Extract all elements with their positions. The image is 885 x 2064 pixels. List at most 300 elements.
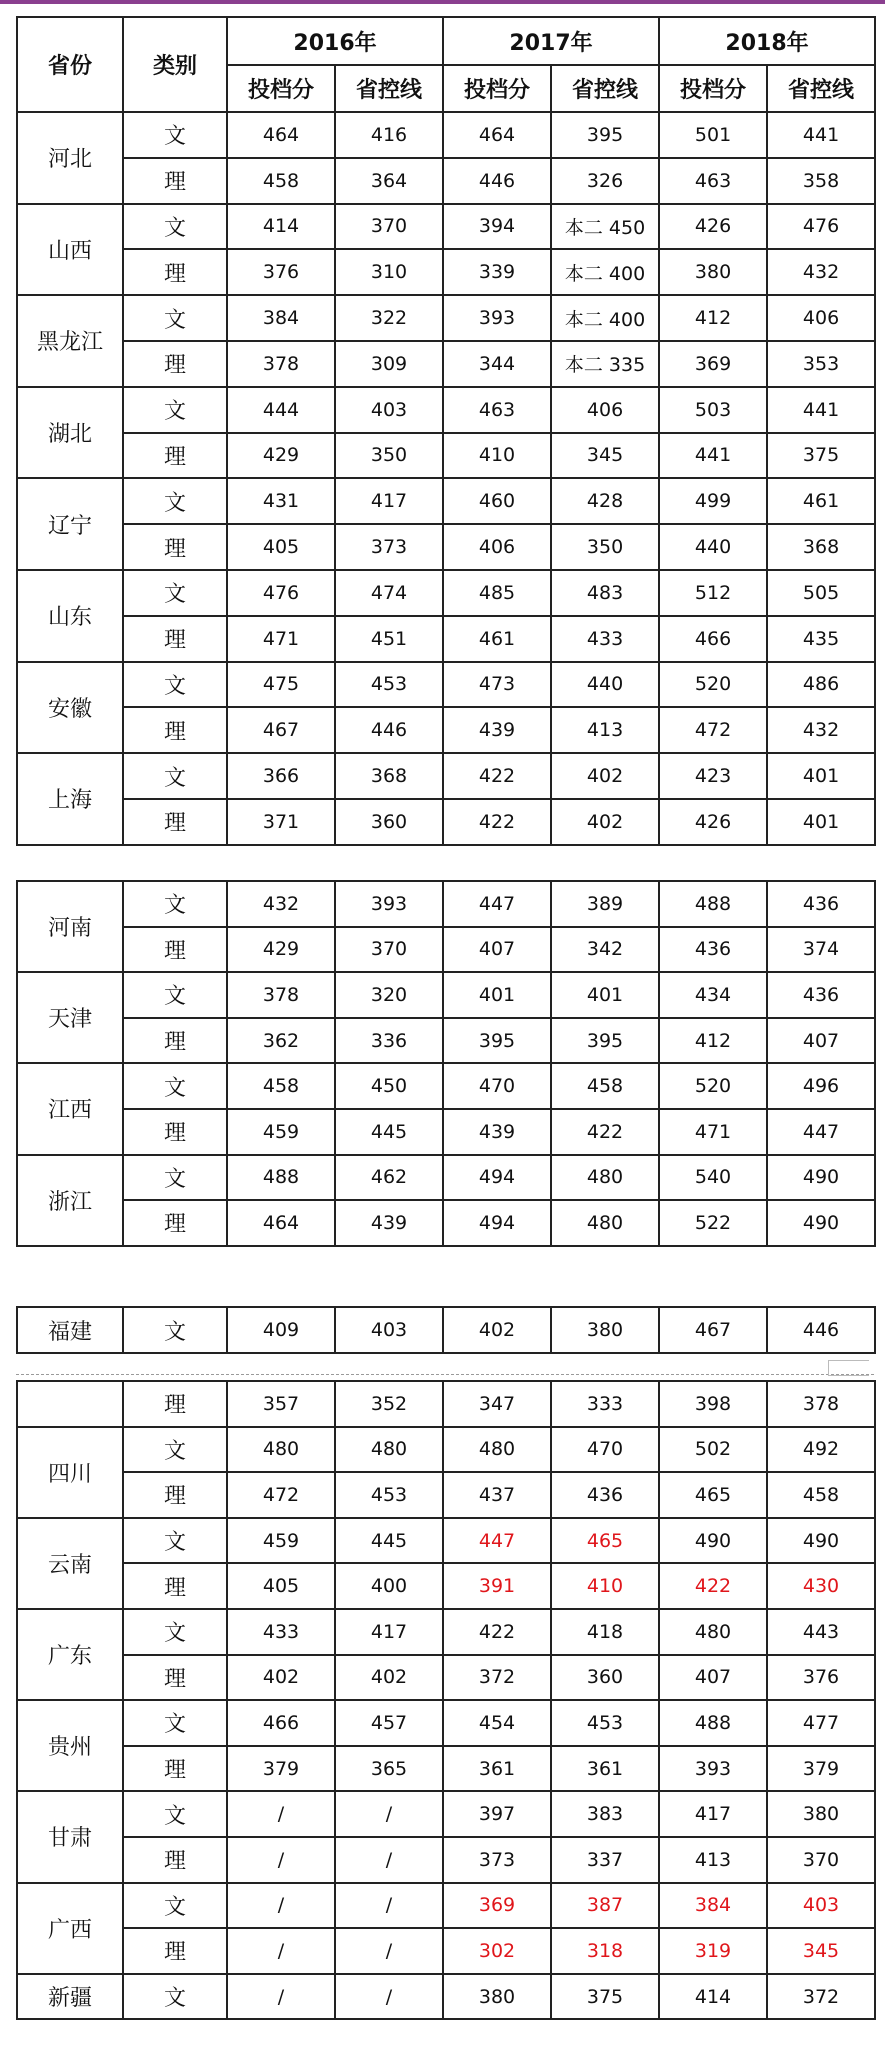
header-sub: 投档分 [659,65,767,112]
table-row [17,616,875,662]
score-cell: 490 [767,1518,875,1564]
category-cell: 文 [123,1609,227,1655]
score-cell: / [335,1837,443,1883]
score-cell: 496 [767,1063,875,1109]
score-cell: 397 [443,1791,551,1837]
score-cell: 460 [443,478,551,524]
category-cell: 文 [123,204,227,250]
score-cell: 309 [335,341,443,387]
score-cell: / [335,1883,443,1929]
province-cell: 黑龙江 [17,295,123,387]
score-cell: 426 [659,799,767,845]
category-cell: 文 [123,295,227,341]
score-cell: 393 [335,881,443,927]
score-cell: 447 [443,1518,551,1564]
category-cell: 理 [123,1018,227,1064]
page-break-marker [828,1360,869,1376]
score-cell: 466 [659,616,767,662]
category-cell: 文 [123,1307,227,1353]
score-cell: 417 [659,1791,767,1837]
category-cell: 理 [123,707,227,753]
score-cell: 463 [659,158,767,204]
score-cell: 461 [443,616,551,662]
score-cell: 403 [767,1883,875,1929]
score-cell: 446 [767,1307,875,1353]
category-cell: 理 [123,1655,227,1701]
score-cell: 465 [551,1518,659,1564]
section-body [17,1307,875,1353]
score-cell: 470 [551,1427,659,1473]
score-cell: 370 [335,204,443,250]
score-cell: 441 [767,112,875,158]
table-row [17,295,875,341]
score-cell: 440 [551,662,659,708]
score-cell: 429 [227,433,335,479]
score-cell: 492 [767,1427,875,1473]
score-cell: 447 [767,1109,875,1155]
score-cell: 401 [767,799,875,845]
category-cell: 理 [123,1472,227,1518]
table-row [17,1109,875,1155]
score-cell: 372 [767,1974,875,2020]
header-sub: 投档分 [227,65,335,112]
table-row [17,1791,875,1837]
score-cell: 486 [767,662,875,708]
score-cell: 366 [227,753,335,799]
table-row [17,158,875,204]
score-cell: 403 [335,1307,443,1353]
table-row [17,662,875,708]
score-cell: 483 [551,570,659,616]
score-cell: 464 [443,112,551,158]
table-row [17,249,875,295]
score-cell: 398 [659,1381,767,1427]
score-cell: 401 [767,753,875,799]
score-cell: 412 [659,295,767,341]
category-cell: 文 [123,1518,227,1564]
score-cell: 380 [767,1791,875,1837]
table-row [17,1307,875,1353]
category-cell: 理 [123,616,227,662]
table-row [17,1609,875,1655]
score-cell: 360 [551,1655,659,1701]
category-cell: 文 [123,662,227,708]
score-cell: 422 [443,753,551,799]
category-cell: 文 [123,1883,227,1929]
table-row [17,1928,875,1974]
score-cell: 431 [227,478,335,524]
province-cell: 山东 [17,570,123,662]
score-cell: 374 [767,927,875,973]
score-cell: 322 [335,295,443,341]
score-cell: 337 [551,1837,659,1883]
score-cell: 439 [443,707,551,753]
header-year-2016: 2016年 [227,17,443,65]
score-cell: 414 [227,204,335,250]
score-cell: 467 [659,1307,767,1353]
score-cell: 439 [335,1200,443,1246]
score-cell: 326 [551,158,659,204]
table-row [17,387,875,433]
score-cell: 412 [659,1018,767,1064]
score-cell: 458 [227,1063,335,1109]
header-year-2018: 2018年 [659,17,875,65]
score-cell: 426 [659,204,767,250]
table-row [17,1427,875,1473]
category-cell: 理 [123,1200,227,1246]
category-cell: 理 [123,1837,227,1883]
score-cell: 370 [767,1837,875,1883]
score-cell: 435 [767,616,875,662]
category-cell: 文 [123,1063,227,1109]
score-cell: 471 [659,1109,767,1155]
score-cell: 384 [227,295,335,341]
score-cell: 407 [659,1655,767,1701]
score-cell: 501 [659,112,767,158]
score-cell: 440 [659,524,767,570]
header-sub: 省控线 [551,65,659,112]
table-row [17,1837,875,1883]
score-cell: 302 [443,1928,551,1974]
score-cell: / [227,1928,335,1974]
province-cell: 云南 [17,1518,123,1609]
table-row [17,478,875,524]
score-cell: 387 [551,1883,659,1929]
score-cell: 336 [335,1018,443,1064]
score-cell: 434 [659,972,767,1018]
score-cell: 376 [227,249,335,295]
score-cell: 402 [335,1655,443,1701]
category-cell: 文 [123,1700,227,1746]
category-cell: 理 [123,1746,227,1792]
score-cell: 445 [335,1109,443,1155]
score-cell: 422 [659,1563,767,1609]
score-cell: 432 [767,707,875,753]
score-cell: 490 [767,1200,875,1246]
score-cell: 371 [227,799,335,845]
score-cell: / [227,1883,335,1929]
score-cell: 462 [335,1155,443,1201]
score-cell: 409 [227,1307,335,1353]
score-cell: 402 [443,1307,551,1353]
score-cell: 410 [443,433,551,479]
score-cell: 本二 400 [551,249,659,295]
score-cell: 490 [767,1155,875,1201]
score-cell: 490 [659,1518,767,1564]
category-cell: 理 [123,1563,227,1609]
score-cell: 465 [659,1472,767,1518]
score-cell: 446 [443,158,551,204]
header-province: 省份 [17,17,123,112]
page-break-line [16,1374,874,1375]
score-cell: 472 [227,1472,335,1518]
score-cell: 319 [659,1928,767,1974]
score-cell: 480 [227,1427,335,1473]
score-cell: 470 [443,1063,551,1109]
score-cell: 333 [551,1381,659,1427]
score-cell: / [335,1974,443,2020]
score-cell: 347 [443,1381,551,1427]
score-cell: 474 [335,570,443,616]
score-cell: 499 [659,478,767,524]
score-cell: 407 [767,1018,875,1064]
score-cell: 368 [767,524,875,570]
score-cell: 380 [659,249,767,295]
table-row [17,1381,875,1427]
score-cell: 458 [227,158,335,204]
table-row [17,799,875,845]
score-cell: 433 [227,1609,335,1655]
score-cell: 494 [443,1200,551,1246]
score-cell: 413 [551,707,659,753]
province-cell [17,1381,123,1427]
score-cell: 503 [659,387,767,433]
province-cell: 贵州 [17,1700,123,1791]
score-cell: 339 [443,249,551,295]
table-row [17,972,875,1018]
score-cell: / [227,1791,335,1837]
score-cell: 310 [335,249,443,295]
province-cell: 四川 [17,1427,123,1518]
score-cell: 357 [227,1381,335,1427]
score-cell: 437 [443,1472,551,1518]
table-row [17,1655,875,1701]
score-cell: 373 [443,1837,551,1883]
header-year-2017: 2017年 [443,17,659,65]
score-cell: 447 [443,881,551,927]
score-cell: 375 [551,1974,659,2020]
score-cell: 402 [551,799,659,845]
score-cell: 352 [335,1381,443,1427]
category-cell: 理 [123,1928,227,1974]
score-cell: 446 [335,707,443,753]
score-cell: 505 [767,570,875,616]
score-cell: 350 [551,524,659,570]
score-cell: 394 [443,204,551,250]
table-row [17,1563,875,1609]
category-cell: 文 [123,1155,227,1201]
score-cell: 405 [227,524,335,570]
section-body [17,112,875,845]
score-cell: 472 [659,707,767,753]
table-row [17,707,875,753]
score-cell: 368 [335,753,443,799]
score-cell: 364 [335,158,443,204]
table-row [17,1155,875,1201]
score-cell: 384 [659,1883,767,1929]
score-cell: 473 [443,662,551,708]
score-cell: 345 [551,433,659,479]
score-cell: 520 [659,662,767,708]
score-cell: 450 [335,1063,443,1109]
score-cell: 358 [767,158,875,204]
score-cell: 432 [227,881,335,927]
table-row [17,1063,875,1109]
score-cell: 494 [443,1155,551,1201]
score-cell: 380 [551,1307,659,1353]
score-cell: 436 [767,881,875,927]
score-cell: 480 [659,1609,767,1655]
score-cell: 476 [227,570,335,616]
category-cell: 文 [123,881,227,927]
table-row [17,1700,875,1746]
score-cell: 400 [335,1563,443,1609]
score-cell: 423 [659,753,767,799]
table-row [17,570,875,616]
table-row [17,341,875,387]
province-cell: 福建 [17,1307,123,1353]
score-cell: 459 [227,1518,335,1564]
score-cell: 471 [227,616,335,662]
score-cell: 445 [335,1518,443,1564]
score-cell: 430 [767,1563,875,1609]
score-cell: 395 [551,1018,659,1064]
score-cell: 485 [443,570,551,616]
province-cell: 新疆 [17,1974,123,2020]
section-body [17,881,875,1246]
score-cell: 422 [443,1609,551,1655]
table-row [17,1200,875,1246]
score-cell: 406 [443,524,551,570]
score-cell: 441 [659,433,767,479]
score-cell: 375 [767,433,875,479]
score-cell: 458 [551,1063,659,1109]
score-cell: 439 [443,1109,551,1155]
category-cell: 文 [123,1427,227,1473]
province-cell: 山西 [17,204,123,296]
score-cell: 457 [335,1700,443,1746]
province-cell: 辽宁 [17,478,123,570]
category-cell: 理 [123,341,227,387]
category-cell: 理 [123,433,227,479]
score-cell: 380 [443,1974,551,2020]
score-cell: 453 [551,1700,659,1746]
score-cell: 402 [551,753,659,799]
score-cell: 379 [227,1746,335,1792]
table-row [17,524,875,570]
score-cell: 422 [443,799,551,845]
score-cell: 405 [227,1563,335,1609]
score-cell: 520 [659,1063,767,1109]
score-cell: 428 [551,478,659,524]
province-cell: 广东 [17,1609,123,1700]
score-cell: 463 [443,387,551,433]
score-cell: 353 [767,341,875,387]
score-table-part-4 [16,1380,876,2020]
score-cell: 344 [443,341,551,387]
score-cell: 458 [767,1472,875,1518]
score-cell: 414 [659,1974,767,2020]
province-cell: 河北 [17,112,123,204]
score-cell: 410 [551,1563,659,1609]
score-cell: 361 [443,1746,551,1792]
score-cell: 318 [551,1928,659,1974]
score-cell: 378 [227,341,335,387]
score-cell: 407 [443,927,551,973]
category-cell: 文 [123,570,227,616]
score-cell: 378 [227,972,335,1018]
table-row [17,204,875,250]
top-border-line [0,0,885,4]
score-cell: 540 [659,1155,767,1201]
score-cell: 393 [659,1746,767,1792]
score-cell: 466 [227,1700,335,1746]
score-cell: 502 [659,1427,767,1473]
score-cell: 433 [551,616,659,662]
table-row [17,1472,875,1518]
score-cell: 436 [659,927,767,973]
score-cell: 373 [335,524,443,570]
header-sub: 省控线 [767,65,875,112]
category-cell: 文 [123,112,227,158]
score-cell: 488 [227,1155,335,1201]
score-cell: 413 [659,1837,767,1883]
province-cell: 湖北 [17,387,123,479]
score-cell: 360 [335,799,443,845]
score-cell: 443 [767,1609,875,1655]
score-table-part-1 [16,16,876,846]
table-row [17,927,875,973]
score-cell: 365 [335,1746,443,1792]
score-cell: 345 [767,1928,875,1974]
score-cell: 379 [767,1746,875,1792]
score-cell: 461 [767,478,875,524]
category-cell: 理 [123,524,227,570]
score-cell: 480 [551,1155,659,1201]
province-cell: 浙江 [17,1155,123,1246]
category-cell: 文 [123,972,227,1018]
score-cell: 422 [551,1109,659,1155]
score-cell: 444 [227,387,335,433]
score-cell: 369 [443,1883,551,1929]
score-cell: 406 [551,387,659,433]
table-row [17,1018,875,1064]
score-cell: 454 [443,1700,551,1746]
category-cell: 文 [123,387,227,433]
score-table-part-3 [16,1306,876,1354]
province-cell: 安徽 [17,662,123,754]
score-cell: 477 [767,1700,875,1746]
score-cell: 453 [335,662,443,708]
score-cell: 395 [443,1018,551,1064]
table-row [17,112,875,158]
category-cell: 理 [123,249,227,295]
score-cell: 342 [551,927,659,973]
score-cell: 369 [659,341,767,387]
score-cell: 372 [443,1655,551,1701]
score-cell: 本二 450 [551,204,659,250]
category-cell: 理 [123,1109,227,1155]
score-cell: 417 [335,1609,443,1655]
category-cell: 文 [123,1974,227,2020]
province-cell: 上海 [17,753,123,845]
province-cell: 河南 [17,881,123,972]
score-cell: 370 [335,927,443,973]
score-cell: / [335,1928,443,1974]
score-cell: 432 [767,249,875,295]
score-cell: 350 [335,433,443,479]
score-cell: 522 [659,1200,767,1246]
score-cell: 416 [335,112,443,158]
header-sub: 省控线 [335,65,443,112]
section-body [17,1381,875,2019]
score-cell: 383 [551,1791,659,1837]
score-cell: 451 [335,616,443,662]
score-cell: 476 [767,204,875,250]
score-cell: 403 [335,387,443,433]
score-cell: 480 [335,1427,443,1473]
score-cell: 488 [659,1700,767,1746]
